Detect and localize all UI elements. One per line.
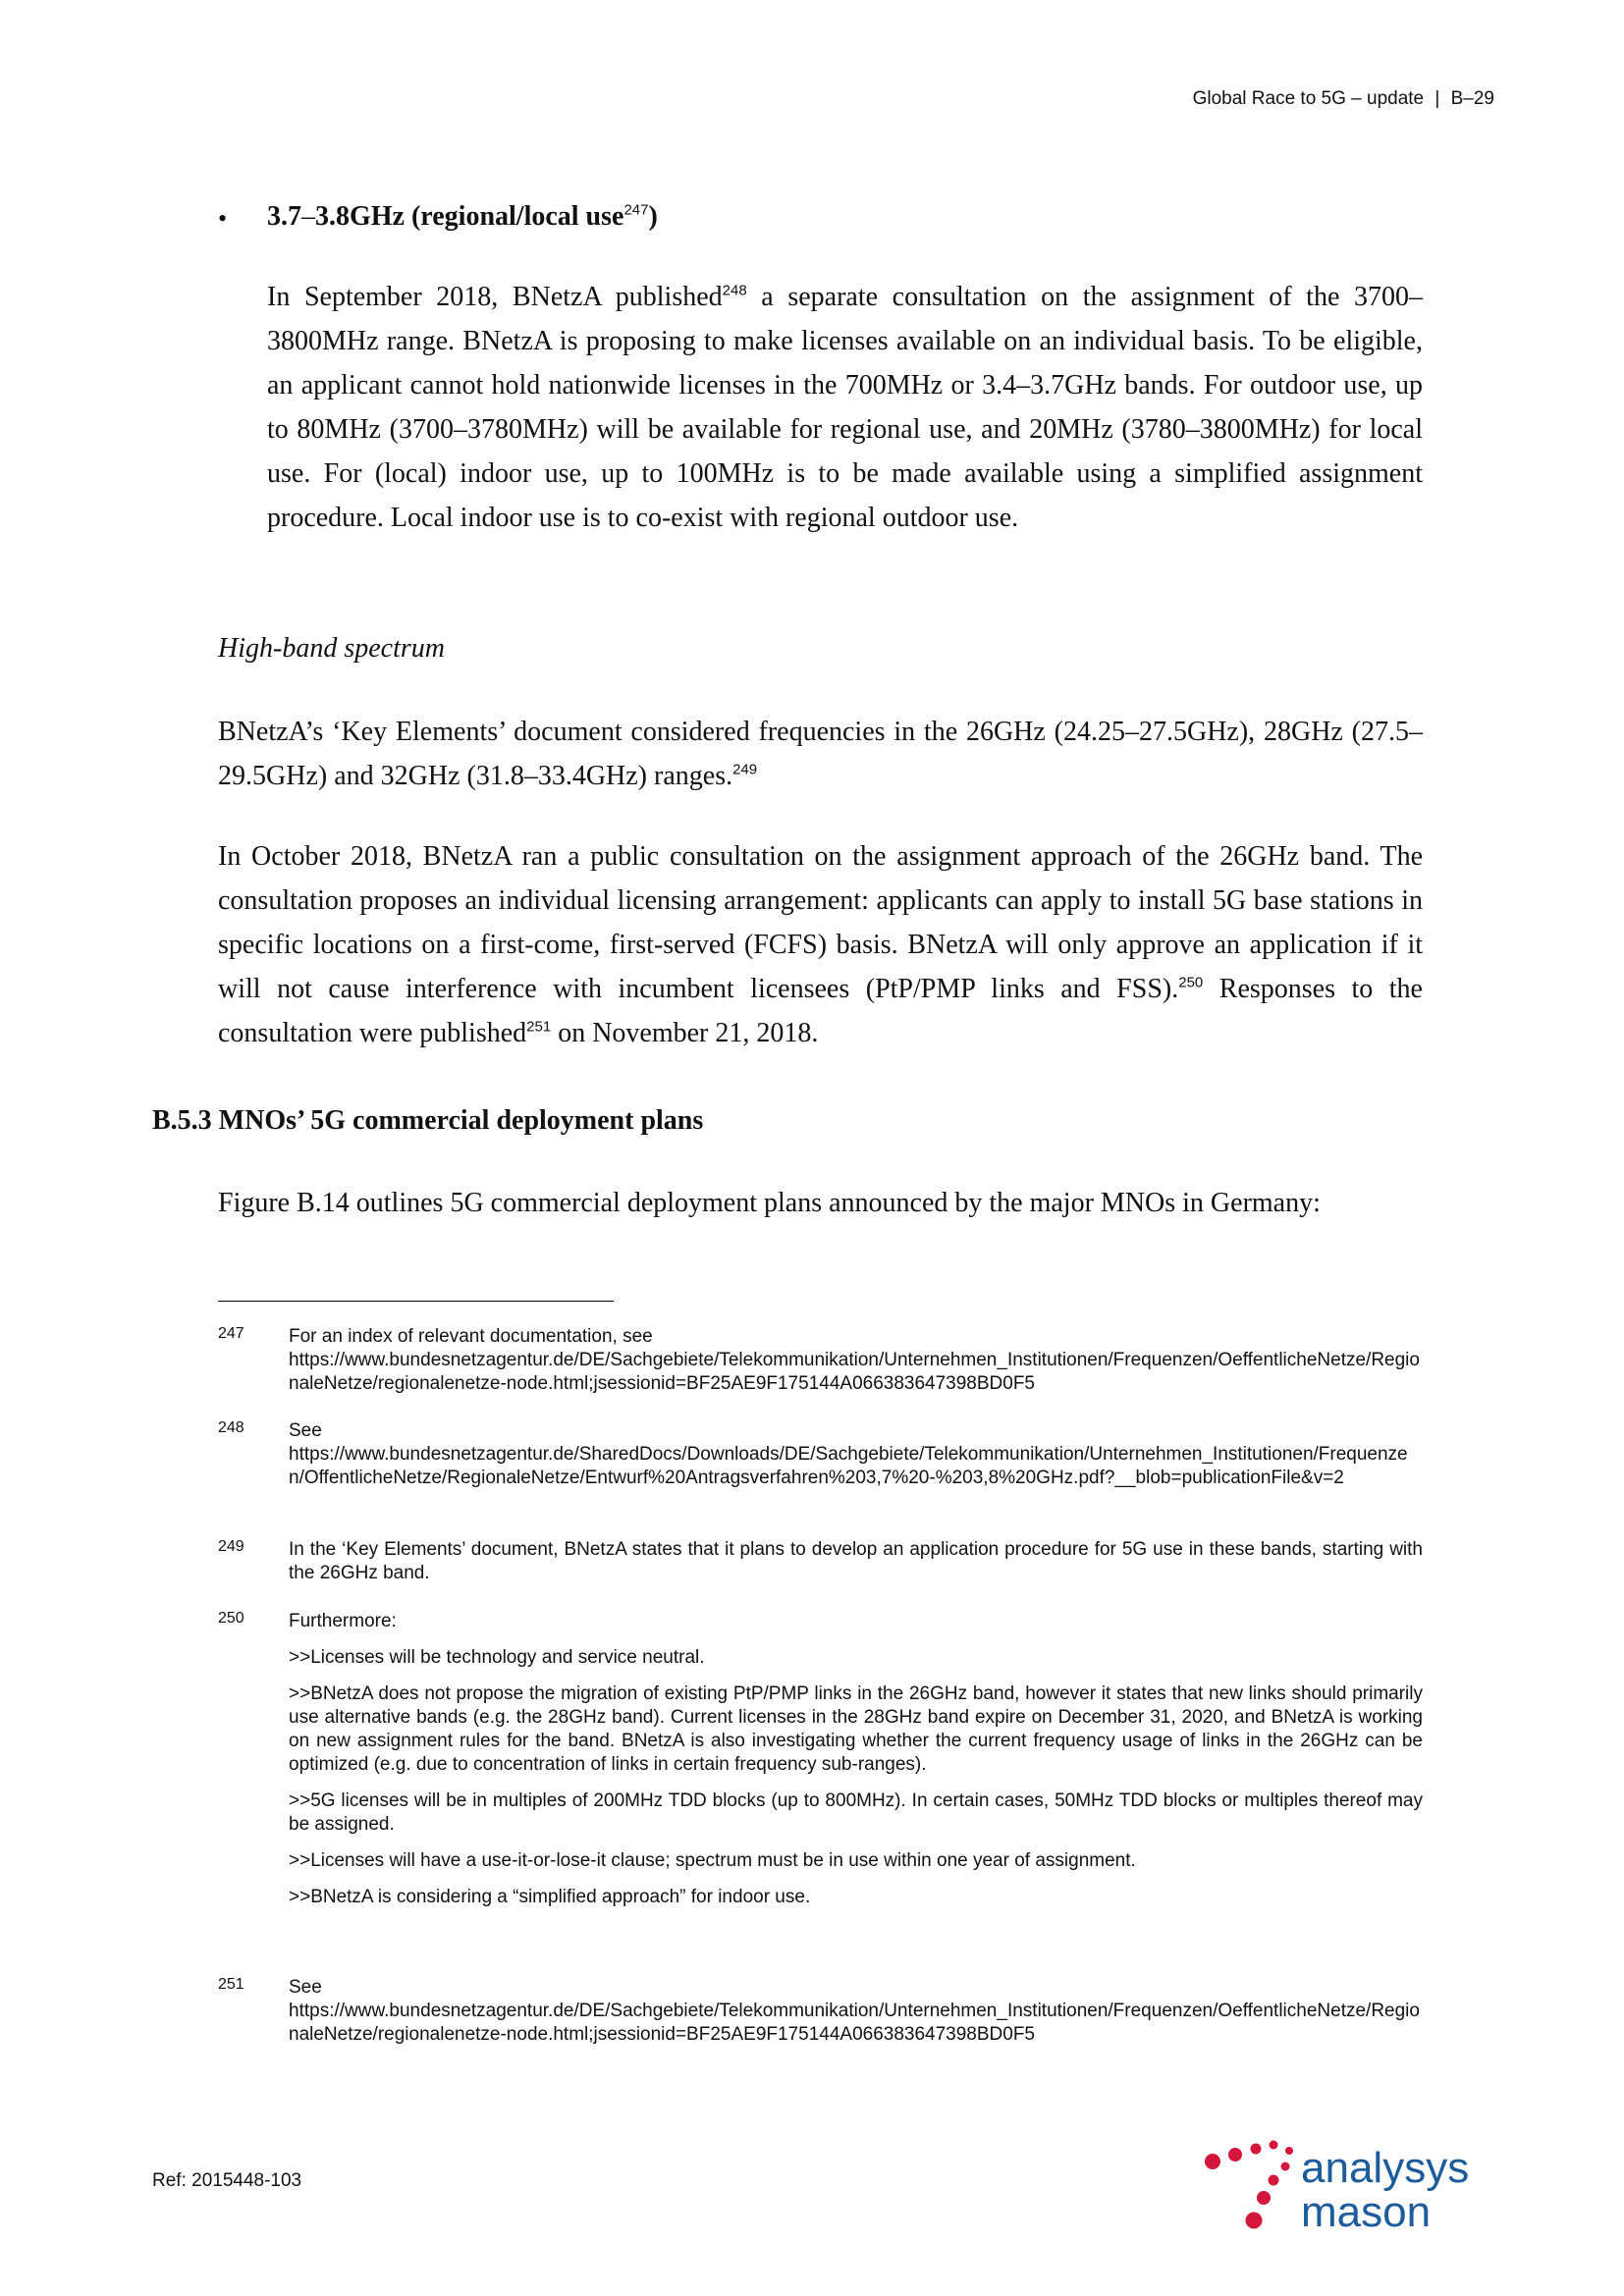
header-separator: | [1435, 88, 1440, 109]
footnote-number: 250 [218, 1610, 244, 1627]
logo-word-analysys: analysys [1301, 2144, 1470, 2192]
paragraph-figure-intro: Figure B.14 outlines 5G commercial deployment plans announced by the major MNOs in Germany: [218, 1188, 1321, 1218]
paragraph-key-elements [218, 710, 1423, 798]
footnote-list-item: >>Licenses will be technology and service neutral. [289, 1647, 705, 1668]
analysys-mason-logo [1203, 2125, 1517, 2243]
heading-close: ) [648, 201, 658, 232]
footnote-number: 251 [218, 1976, 244, 1993]
footnote-text: In the ‘Key Elements’ document, BNetzA states that it plans to develop an application procedure for 5G use in these bands, starting with the 26GHz band. [289, 1539, 1423, 1583]
footnote-text: For an index of relevant documentation, see [289, 1326, 653, 1347]
footnote-ref-248[interactable]: 248 [722, 282, 747, 299]
footnote-list-item: >>5G licenses will be in multiples of 200MHz TDD blocks (up to 800MHz). In certain cases, 50MHz TDD blocks or multiples thereof may be assigned. [289, 1790, 1423, 1835]
logo-word-mason: mason [1301, 2188, 1432, 2236]
heading-part2: 3.8GHz (regional/local use [315, 201, 624, 232]
header-page-number: B–29 [1450, 88, 1494, 109]
footnote-ref-247[interactable]: 247 [623, 201, 649, 219]
para3-text-a: In October 2018, BNetzA ran a public consultation on the assignment approach of the 26GHz band. The consultation proposes an individual licensing arrangement: applicants can apply to install 5G base stations in specific locations on a first-come, first-served (FCFS) basis. BNetzA will only approve an application if it will not cause interference with incumbent licensees (PtP/PMP links and FSS). [218, 841, 1423, 1004]
footnote-ref-251[interactable]: 251 [526, 1018, 552, 1036]
footnote-divider [218, 1301, 614, 1302]
footnote-text: See [289, 1420, 322, 1441]
footnote-number: 247 [218, 1325, 244, 1342]
bullet-icon: • [218, 204, 228, 233]
page-header [1193, 88, 1494, 110]
header-title: Global Race to 5G – update [1192, 88, 1425, 109]
footnote-number: 249 [218, 1538, 244, 1555]
footnote-list-item: >>BNetzA does not propose the migration of existing PtP/PMP links in the 26GHz band, however it states that new links should primarily use alternative bands (e.g. the 28GHz band). Current licenses in the 28GHz band expire on December 31, 2020, and BNetzA is working on new assignment rules for the band. BNetzA is also investigating whether the current frequency usage of links in the 26GHz can be optimized (e.g. due to concentration of links in certain frequency sub-ranges). [289, 1683, 1423, 1775]
para3-text-b: Responses to the consultation were published [218, 974, 1423, 1048]
footnote-list-item: >>BNetzA is considering a “simplified approach” for indoor use. [289, 1887, 811, 1907]
footnote-ref-250[interactable]: 250 [1178, 974, 1204, 991]
logo-dots-icon [1205, 2141, 1293, 2229]
footnote-intro: Furthermore: [289, 1611, 397, 1631]
footnote-link[interactable]: https://www.bundesnetzagentur.de/SharedDocs/Downloads/DE/Sachgebiete/Telekommunikation/Unternehmen_Institutionen/Frequenzen/OffentlicheNetze/RegionaleNetze/Entwurf%20Antragsverfahren%203,7%20-%203,8%20GHz.pdf?__blob=publicationFile&v=2 [289, 1444, 1408, 1488]
para1-text-b: a separate consultation on the assignment of the 3700–3800MHz range. BNetzA is proposing to make licenses available on an individual basis. To be eligible, an applicant cannot hold nationwide licenses in the 700MHz or 3.4–3.7GHz bands. For outdoor use, up to 80MHz (3700–3780MHz) will be available for regional use, and 20MHz (3780–3800MHz) for local use. For (local) indoor use, up to 100MHz is to be made available using a simplified assignment procedure. Local indoor use is to co-exist with regional outdoor use. [267, 282, 1423, 533]
paragraph-regional-local [267, 275, 1423, 540]
subheading-high-band: High-band spectrum [218, 633, 445, 664]
bullet-heading [267, 201, 658, 233]
footnote-ref-249[interactable]: 249 [732, 761, 758, 778]
para3-text-c: on November 21, 2018. [551, 1018, 819, 1048]
footnote-link[interactable]: https://www.bundesnetzagentur.de/DE/Sachgebiete/Telekommunikation/Unternehmen_Institutionen/Frequenzen/OeffentlicheNetze/RegionaleNetze/regionalenetze-node.html;jsessionid=BF25AE9F175144A066383647398BD0F5 [289, 1350, 1420, 1394]
footnote-number: 248 [218, 1419, 244, 1436]
footnote-list-item: >>Licenses will have a use-it-or-lose-it clause; spectrum must be in use within one year of assignment. [289, 1850, 1136, 1871]
para2-text: BNetzA’s ‘Key Elements’ document considered frequencies in the 26GHz (24.25–27.5GHz), 28GHz (27.5–29.5GHz) and 32GHz (31.8–33.4GHz) ranges. [218, 717, 1423, 791]
paragraph-26ghz-consultation [218, 834, 1423, 1055]
footnote-link[interactable]: https://www.bundesnetzagentur.de/DE/Sachgebiete/Telekommunikation/Unternehmen_Institutionen/Frequenzen/OeffentlicheNetze/RegionaleNetze/regionalenetze-node.html;jsessionid=BF25AE9F175144A066383647398BD0F5 [289, 2001, 1420, 2045]
heading-dash: – [301, 201, 315, 232]
section-heading: B.5.3 MNOs’ 5G commercial deployment plans [152, 1105, 704, 1136]
para1-text-a: In September 2018, BNetzA published [267, 282, 723, 312]
document-reference: Ref: 2015448-103 [152, 2170, 302, 2191]
footnote-text: See [289, 1977, 322, 1998]
heading-part1: 3.7 [267, 201, 301, 232]
